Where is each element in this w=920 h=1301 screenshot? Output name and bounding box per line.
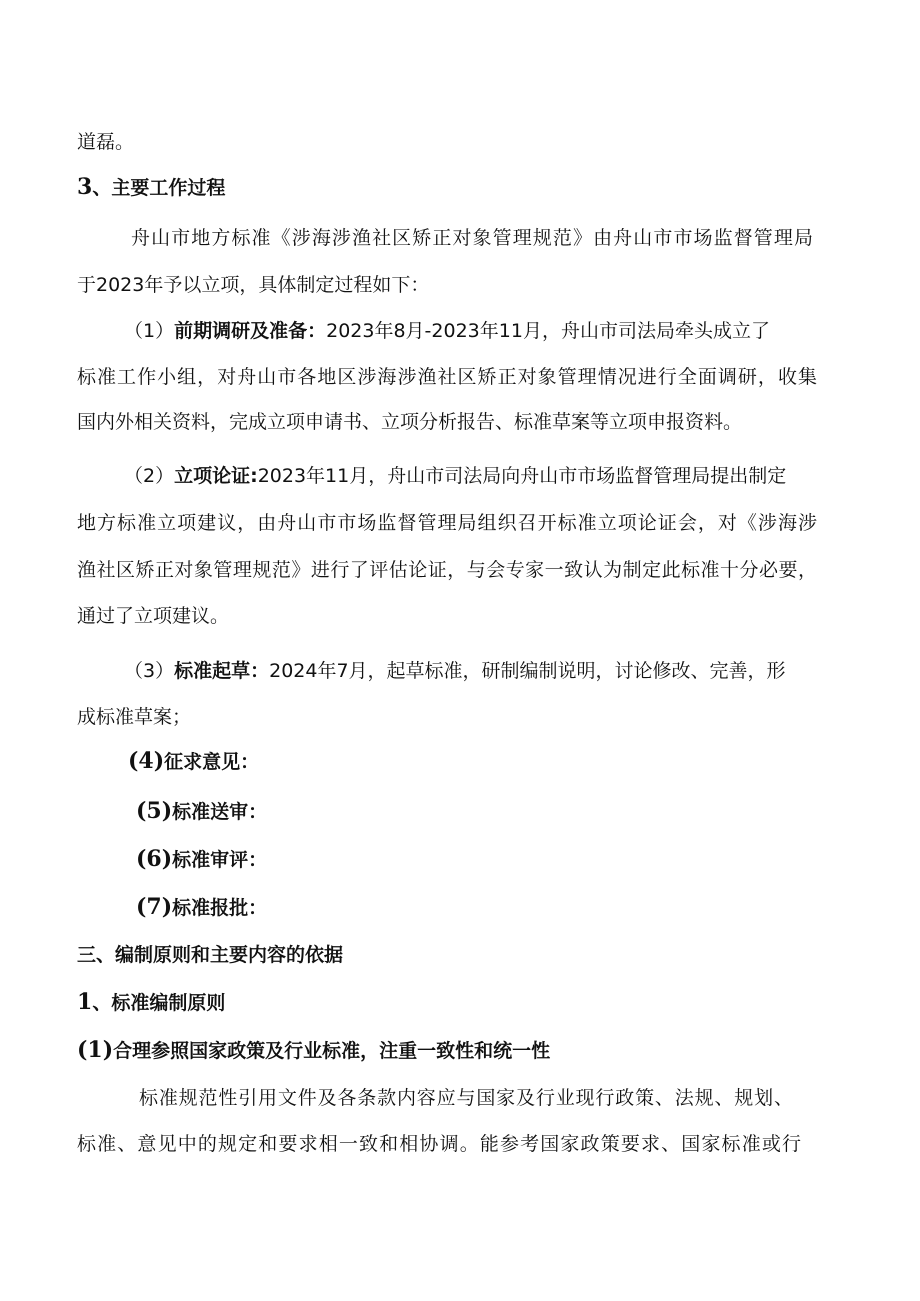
heading-main-work-process: [77, 174, 225, 201]
principle-1-number: (1): [77, 1037, 114, 1063]
step-6-title: 标准审评：: [172, 849, 268, 871]
step-2-line-4: 通过了立项建议。: [77, 605, 230, 627]
step-4-number: (4): [128, 748, 165, 774]
section-3-heading: 三、编制原则和主要内容的依据: [77, 944, 344, 966]
step-4: [128, 748, 259, 775]
step-3-line-2: 成标准草案；: [77, 706, 192, 728]
step-7-title: 标准报批：: [172, 897, 268, 919]
step-3-text: 2024年7月，起草标准，研制编制说明，讨论修改、完善，形: [269, 660, 786, 682]
step-5: [136, 798, 267, 825]
step-1-line-2: 标准工作小组，对舟山市各地区涉海涉渔社区矫正对象管理情况进行全面调研，收集: [77, 366, 817, 388]
step-7-number: (7): [136, 894, 173, 920]
step-2-line-1: [124, 463, 786, 489]
body-line-2: 标准、意见中的规定和要求相一致和相协调。能参考国家政策要求、国家标准或行: [77, 1133, 801, 1155]
step-1-number: （1）: [124, 320, 175, 342]
subsection-1-text: 、标准编制原则: [92, 992, 226, 1014]
subsection-1-heading: [77, 989, 225, 1016]
step-3-title: 标准起草：: [174, 660, 270, 682]
step-2-line-2: 地方标准立项建议，由舟山市市场监督管理局组织召开标准立项论证会，对《涉海涉: [77, 512, 817, 534]
step-7: [136, 894, 267, 921]
principle-1-text: 合理参照国家政策及行业标准，注重一致性和统一性: [113, 1040, 551, 1062]
step-3-number: （3）: [124, 660, 175, 682]
step-2-title: 立项论证:: [174, 465, 258, 487]
step-1-text: 2023年8月-2023年11月，舟山市司法局牵头成立了: [326, 320, 770, 342]
heading-number: 3: [77, 174, 93, 200]
intro-line-1: 舟山市地方标准《涉海涉渔社区矫正对象管理规范》由舟山市市场监督管理局: [131, 227, 813, 249]
step-1-title: 前期调研及准备：: [174, 320, 327, 342]
step-1-line-1: [124, 318, 770, 344]
principle-1-heading: [77, 1037, 550, 1064]
text-line: 道磊。: [77, 131, 135, 153]
intro-line-2: 于2023年予以立项，具体制定过程如下：: [77, 274, 430, 296]
step-2-line-3: 渔社区矫正对象管理规范》进行了评估论证，与会专家一致认为制定此标准十分必要，: [77, 559, 817, 581]
step-6: [136, 846, 267, 873]
step-2-number: （2）: [124, 465, 175, 487]
step-1-line-3: 国内外相关资料，完成立项申请书、立项分析报告、标准草案等立项申报资料。: [77, 411, 743, 433]
step-5-number: (5): [136, 798, 173, 824]
step-5-title: 标准送审：: [172, 801, 268, 823]
step-6-number: (6): [136, 846, 173, 872]
subsection-1-number: 1: [77, 989, 93, 1015]
step-3-line-1: [124, 658, 786, 684]
step-4-title: 征求意见：: [164, 751, 260, 773]
heading-text: 、主要工作过程: [92, 177, 226, 199]
body-line-1: 标准规范性引用文件及各条款内容应与国家及行业现行政策、法规、规划、: [139, 1087, 793, 1109]
step-2-text: 2023年11月，舟山市司法局向舟山市市场监督管理局提出制定: [257, 465, 787, 487]
